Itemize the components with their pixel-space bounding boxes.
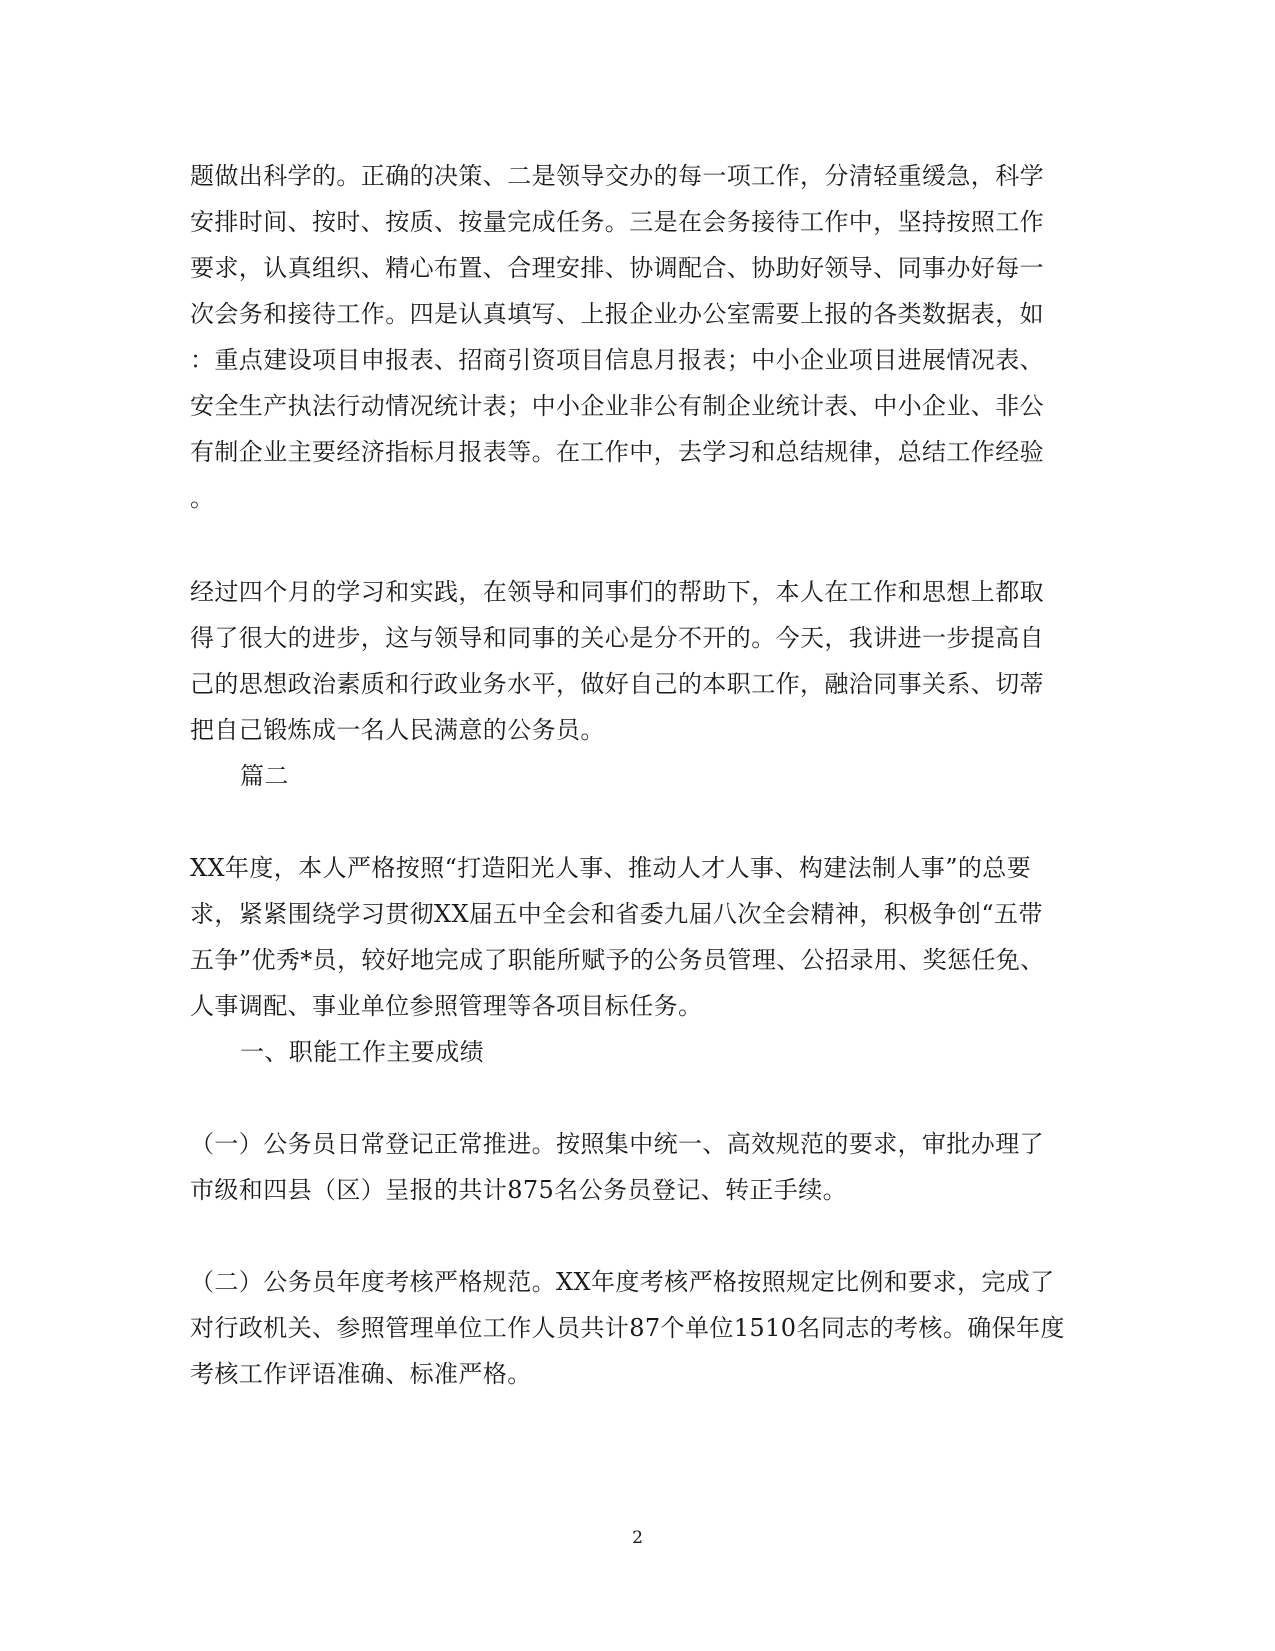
paragraph-line: ：重点建设项目申报表、招商引资项目信息月报表；中小企业项目进展情况表、: [190, 346, 1044, 374]
paragraph-line: （二）公务员年度考核严格规范。XX年度考核严格按照规定比例和要求，完成了: [190, 1268, 1055, 1296]
paragraph-line: 。: [190, 484, 215, 512]
section-heading: 一、职能工作主要成绩: [240, 1038, 484, 1066]
paragraph-line: 题做出科学的。正确的决策、二是领导交办的每一项工作，分清轻重缓急，科学: [190, 162, 1044, 190]
paragraph-line: XX年度，本人严格按照“打造阳光人事、推动人才人事、构建法制人事”的总要: [190, 854, 1032, 882]
paragraph-line: 己的思想政治素质和行政业务水平，做好自己的本职工作，融洽同事关系、切蒂: [190, 670, 1044, 698]
paragraph-line: 安排时间、按时、按质、按量完成任务。三是在会务接待工作中，坚持按照工作: [190, 208, 1044, 236]
paragraph-line: 人事调配、事业单位参照管理等各项目标任务。: [190, 992, 703, 1020]
paragraph-line: 得了很大的进步，这与领导和同事的关心是分不开的。今天，我讲进一步提高自: [190, 624, 1044, 652]
paragraph-line: 有制企业主要经济指标月报表等。在工作中，去学习和总结规律，总结工作经验: [190, 438, 1044, 466]
page-number: 2: [632, 1528, 643, 1548]
paragraph-line: 五争”优秀*员，较好地完成了职能所赋予的公务员管理、公招录用、奖惩任免、: [190, 946, 1045, 974]
paragraph-line: 要求，认真组织、精心布置、合理安排、协调配合、协助好领导、同事办好每一: [190, 254, 1044, 282]
paragraph-line: 对行政机关、参照管理单位工作人员共计87个单位1510名同志的考核。确保年度: [190, 1314, 1065, 1342]
paragraph-line: 求，紧紧围绕学习贯彻XX届五中全会和省委九届八次全会精神，积极争创“五带: [190, 900, 1043, 928]
section-heading: 篇二: [240, 762, 289, 790]
paragraph-line: 考核工作评语准确、标准严格。: [190, 1360, 532, 1388]
paragraph-line: 次会务和接待工作。四是认真填写、上报企业办公室需要上报的各类数据表，如: [190, 300, 1044, 328]
paragraph-line: 市级和四县（区）呈报的共计875名公务员登记、转正手续。: [190, 1176, 848, 1204]
paragraph-line: 安全生产执法行动情况统计表；中小企业非公有制企业统计表、中小企业、非公: [190, 392, 1044, 420]
paragraph-line: 把自己锻炼成一名人民满意的公务员。: [190, 716, 605, 744]
paragraph-line: （一）公务员日常登记正常推进。按照集中统一、高效规范的要求，审批办理了: [190, 1130, 1044, 1158]
paragraph-line: 经过四个月的学习和实践，在领导和同事们的帮助下，本人在工作和思想上都取: [190, 578, 1044, 606]
